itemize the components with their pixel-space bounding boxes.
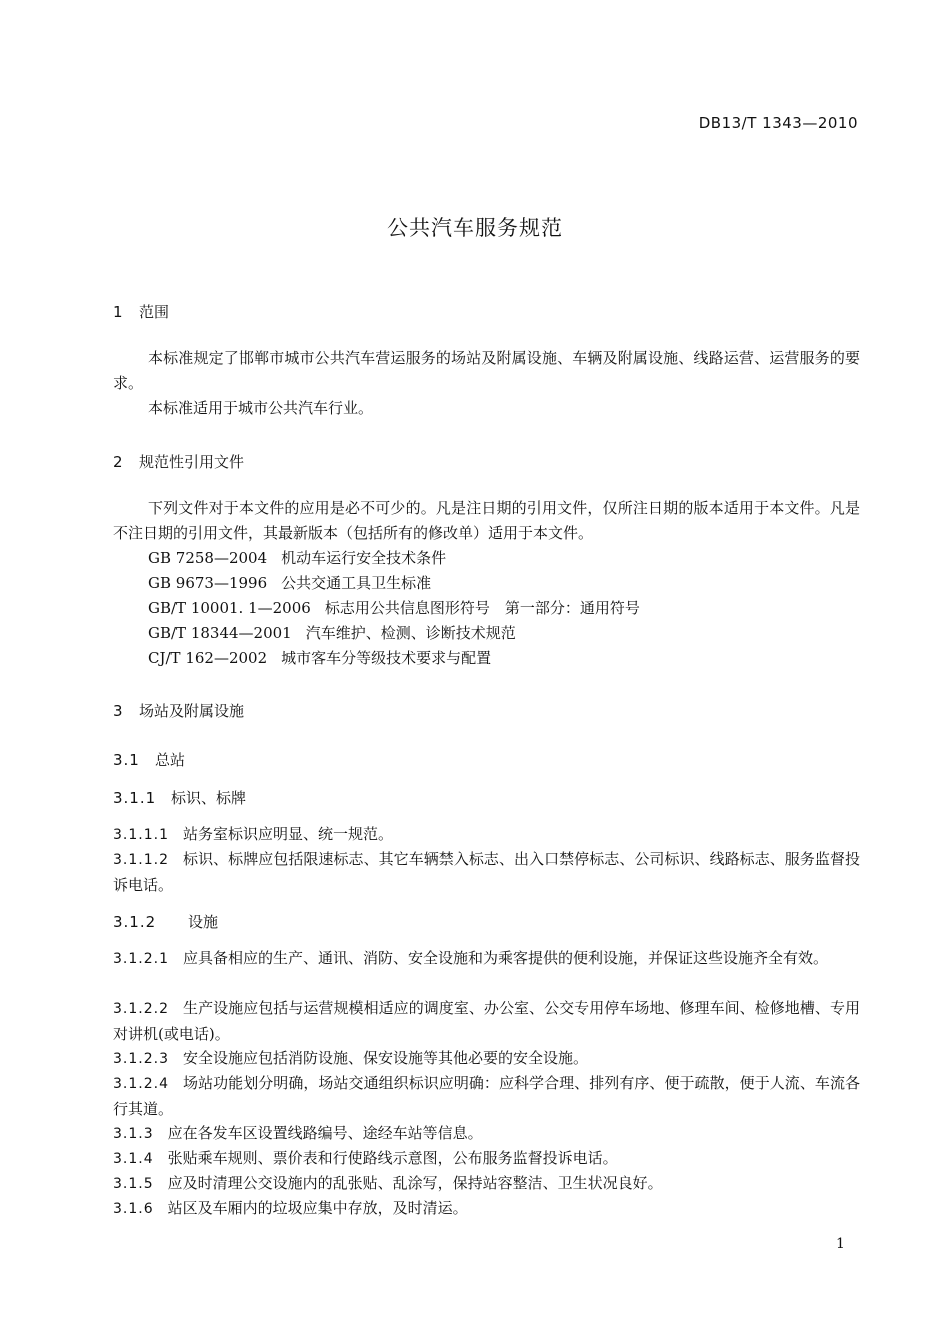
- section-1-paragraph-1: 本标准规定了邯郸市城市公共汽车营运服务的场站及附属设施、车辆及附属设施、线路运营、运营服务的要求。: [113, 349, 860, 392]
- reference-title: 标志用公共信息图形符号 第一部分：通用符号: [324, 599, 640, 617]
- reference-item: [113, 571, 895, 596]
- clause-number: 3.1.2.4: [113, 1076, 169, 1092]
- subsection-number: 3.1.2: [113, 913, 157, 931]
- clause-3-1-6: [113, 1196, 860, 1222]
- clause-number: 3.1.5: [113, 1176, 154, 1192]
- subsection-3-1-2-heading: [113, 911, 860, 932]
- clause-text: 安全设施应包括消防设施、保安设施等其他必要的安全设施。: [182, 1049, 588, 1067]
- clause-text: 生产设施应包括与运营规模相适应的调度室、办公室、公交专用停车场地、修理车间、检修地槽、专用对讲机(或电话)。: [113, 999, 860, 1043]
- reference-title: 城市客车分等级技术要求与配置: [281, 649, 492, 667]
- standard-code: DB13/T 1343—2010: [698, 114, 858, 132]
- subsection-title: 总站: [155, 751, 186, 769]
- clause-3-1-2-4: [113, 1071, 860, 1122]
- subsection-3-1-1-heading: [113, 787, 860, 808]
- clause-number: 3.1.2.2: [113, 1001, 169, 1017]
- section-1-paragraph-2: 本标准适用于城市公共汽车行业。: [148, 399, 374, 417]
- section-1-heading: [113, 301, 860, 322]
- clause-number: 3.1.1.1: [113, 827, 169, 843]
- clause-number: 3.1.2.1: [113, 951, 169, 967]
- clause-text: 标识、标牌应包括限速标志、其它车辆禁入标志、出入口禁停标志、公司标识、线路标志、服务监督投诉电话。: [113, 850, 860, 894]
- clause-3-1-5: [113, 1171, 860, 1197]
- section-number: 3: [113, 702, 123, 720]
- section-title: 范围: [139, 303, 170, 321]
- section-2-intro: 下列文件对于本文件的应用是必不可少的。凡是注日期的引用文件，仅所注日期的版本适用于本文件。凡是不注日期的引用文件，其最新版本（包括所有的修改单）适用于本文件。: [113, 499, 860, 542]
- clause-number: 3.1.1.2: [113, 852, 169, 868]
- subsection-number: 3.1: [113, 751, 140, 769]
- reference-code: GB 7258—2004: [148, 549, 268, 567]
- clause-text: 场站功能划分明确，场站交通组织标识应明确：应科学合理、排列有序、便于疏散，便于人流、车流各行其道。: [113, 1074, 860, 1118]
- clause-text: 应及时清理公交设施内的乱张贴、乱涂写，保持站容整洁、卫生状况良好。: [167, 1174, 663, 1192]
- clause-3-1-1-1: [113, 822, 860, 848]
- section-title: 规范性引用文件: [139, 453, 245, 471]
- document-title: 公共汽车服务规范: [387, 216, 563, 240]
- reference-item: [113, 546, 895, 571]
- subsection-3-1-heading: [113, 749, 860, 770]
- clause-3-1-2-3: [113, 1046, 860, 1072]
- reference-code: GB/T 10001. 1—2006: [148, 599, 311, 617]
- clause-text: 张贴乘车规则、票价表和行使路线示意图，公布服务监督投诉电话。: [167, 1149, 618, 1167]
- clause-3-1-2-2: [113, 996, 860, 1047]
- clause-text: 应具备相应的生产、通讯、消防、安全设施和为乘客提供的便利设施，并保证这些设施齐全有效。: [182, 949, 828, 967]
- section-number: 2: [113, 453, 123, 471]
- reference-code: CJ/T 162—2002: [148, 649, 268, 667]
- clause-text: 站区及车厢内的垃圾应集中存放，及时清运。: [167, 1199, 468, 1217]
- clause-text: 站务室标识应明显、统一规范。: [182, 825, 393, 843]
- reference-item: [113, 646, 895, 671]
- clause-number: 3.1.4: [113, 1151, 154, 1167]
- clause-text: 应在各发车区设置线路编号、途经车站等信息。: [167, 1124, 483, 1142]
- subsection-title: 标识、标牌: [171, 789, 247, 807]
- reference-title: 公共交通工具卫生标准: [281, 574, 432, 592]
- reference-code: GB 9673—1996: [148, 574, 268, 592]
- section-title: 场站及附属设施: [139, 702, 245, 720]
- clause-number: 3.1.3: [113, 1126, 154, 1142]
- reference-title: 机动车运行安全技术条件: [281, 549, 447, 567]
- clause-3-1-4: [113, 1146, 860, 1172]
- section-2-heading: [113, 451, 860, 472]
- subsection-title: 设施: [188, 913, 219, 931]
- page-number: 1: [836, 1236, 845, 1252]
- reference-item: [113, 596, 895, 621]
- reference-item: [113, 621, 895, 646]
- clause-3-1-3: [113, 1121, 860, 1147]
- clause-number: 3.1.2.3: [113, 1051, 169, 1067]
- subsection-number: 3.1.1: [113, 789, 157, 807]
- section-3-heading: [113, 700, 860, 721]
- reference-title: 汽车维护、检测、诊断技术规范: [305, 624, 516, 642]
- section-number: 1: [113, 303, 123, 321]
- reference-code: GB/T 18344—2001: [148, 624, 292, 642]
- clause-number: 3.1.6: [113, 1201, 154, 1217]
- clause-3-1-1-2: [113, 847, 860, 898]
- clause-3-1-2-1: [113, 946, 860, 972]
